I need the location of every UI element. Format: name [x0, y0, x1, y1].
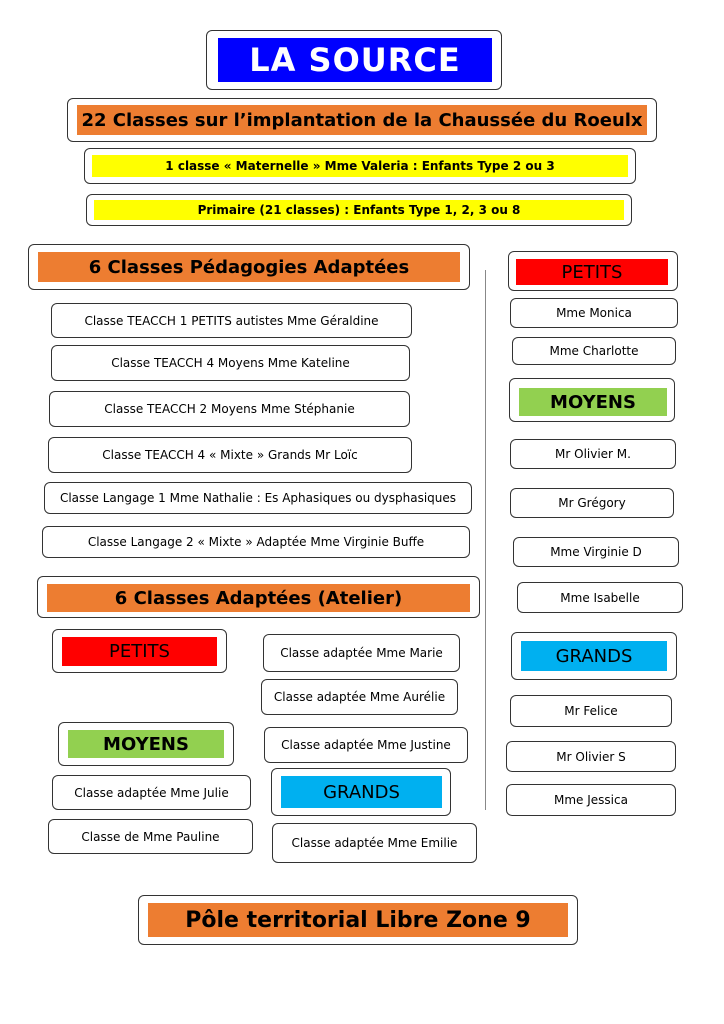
footer-banner: Pôle territorial Libre Zone 9	[148, 903, 568, 937]
primaire-grands-label: GRANDS	[521, 641, 667, 671]
pedagogies-title: 6 Classes Pédagogies Adaptées	[38, 252, 460, 282]
classes-count-banner: 22 Classes sur l’implantation de la Chaussée du Roeulx	[77, 105, 647, 135]
pedagogie-class-5: Classe Langage 1 Mme Nathalie : Es Aphasiques ou dysphasiques	[44, 482, 472, 514]
atelier-class-pauline: Classe de Mme Pauline	[48, 819, 253, 854]
column-divider	[485, 270, 486, 810]
pedagogie-class-1: Classe TEACCH 1 PETITS autistes Mme Géraldine	[51, 303, 412, 338]
atelier-moyens-label: MOYENS	[68, 730, 224, 758]
page-title: LA SOURCE	[218, 38, 492, 82]
atelier-class-aurelie: Classe adaptée Mme Aurélie	[261, 679, 458, 715]
primaire-teacher-olivier-s: Mr Olivier S	[506, 741, 676, 772]
atelier-petits-label: PETITS	[62, 637, 217, 666]
pedagogie-class-4: Classe TEACCH 4 « Mixte » Grands Mr Loïc	[48, 437, 412, 473]
primaire-teacher-monica: Mme Monica	[510, 298, 678, 328]
pedagogie-class-2: Classe TEACCH 4 Moyens Mme Kateline	[51, 345, 410, 381]
atelier-grands-label: GRANDS	[281, 776, 442, 808]
primaire-teacher-felice: Mr Felice	[510, 695, 672, 727]
primaire-teacher-charlotte: Mme Charlotte	[512, 337, 676, 365]
pedagogie-class-3: Classe TEACCH 2 Moyens Mme Stéphanie	[49, 391, 410, 427]
pedagogie-class-6: Classe Langage 2 « Mixte » Adaptée Mme Virginie Buffe	[42, 526, 470, 558]
maternelle-banner: 1 classe « Maternelle » Mme Valeria : Enfants Type 2 ou 3	[92, 155, 628, 177]
atelier-class-julie: Classe adaptée Mme Julie	[52, 775, 251, 810]
primaire-teacher-jessica: Mme Jessica	[506, 784, 676, 816]
primaire-petits-label: PETITS	[516, 259, 668, 285]
atelier-class-emilie: Classe adaptée Mme Emilie	[272, 823, 477, 863]
atelier-class-justine: Classe adaptée Mme Justine	[264, 727, 468, 763]
primaire-teacher-gregory: Mr Grégory	[510, 488, 674, 518]
primaire-moyens-label: MOYENS	[519, 388, 667, 416]
primaire-teacher-olivier-m: Mr Olivier M.	[510, 439, 676, 469]
primaire-teacher-isabelle: Mme Isabelle	[517, 582, 683, 613]
primaire-banner: Primaire (21 classes) : Enfants Type 1, 2, 3 ou 8	[94, 200, 624, 220]
atelier-class-marie: Classe adaptée Mme Marie	[263, 634, 460, 672]
atelier-title: 6 Classes Adaptées (Atelier)	[47, 584, 470, 612]
primaire-teacher-virginie-d: Mme Virginie D	[513, 537, 679, 567]
